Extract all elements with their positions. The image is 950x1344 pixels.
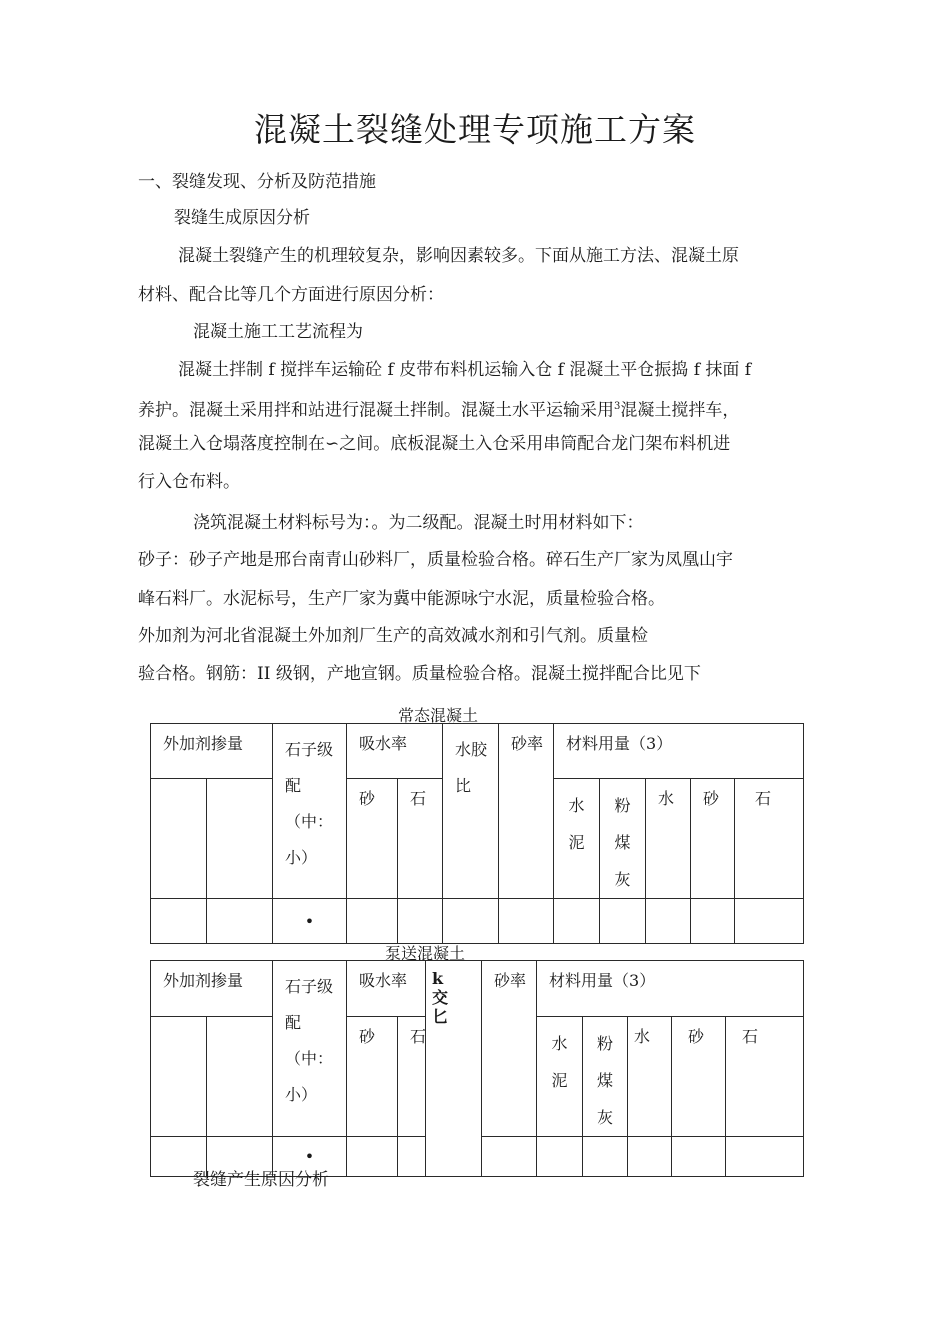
data-cell	[347, 899, 398, 944]
blank-cell	[151, 779, 207, 899]
subheader-sand: 砂	[672, 1017, 726, 1137]
data-cell	[691, 899, 735, 944]
paragraph-line: 砂子：砂子产地是邢台南青山砂料厂，质量检验合格。碎石生产厂家为凤凰山宇	[138, 550, 733, 570]
data-cell	[672, 1137, 726, 1177]
subheader-cement: 水泥	[554, 779, 600, 899]
subheader-sand: 砂	[347, 779, 398, 899]
paragraph-line: 行入仓布料。	[138, 472, 240, 492]
paragraph-line: 验合格。钢筋：II 级钢，产地宣钢。质量检验合格。混凝土搅拌配合比见下	[138, 664, 701, 684]
header-sand-ratio: 砂率	[499, 724, 554, 899]
data-cell	[482, 1137, 537, 1177]
header-additive: 外加剂掺量	[151, 961, 273, 1017]
subheader-flyash: 粉煤灰	[600, 779, 646, 899]
subheading-cause-analysis: 裂缝生成原因分析	[174, 208, 310, 228]
subheader-flyash: 粉煤灰	[583, 1017, 628, 1137]
subheader-stone: 石	[398, 779, 443, 899]
subheader-water: 水	[646, 779, 691, 899]
header-additive: 外加剂掺量	[151, 724, 273, 779]
header-sand-ratio: 砂率	[482, 961, 537, 1137]
data-cell	[628, 1137, 672, 1177]
data-cell	[600, 899, 646, 944]
paragraph-line: 外加剂为河北省混凝土外加剂厂生产的高效减水剂和引气剂。质量检	[138, 626, 648, 646]
header-gradation: 石子级配（中：小）	[273, 724, 347, 899]
paragraph-line: 混凝土裂缝产生的机理较复杂，影响因素较多。下面从施工方法、混凝土原	[178, 246, 739, 266]
header-wc-ratio: k交匕	[426, 961, 482, 1177]
mix-table-normal	[150, 723, 804, 944]
paragraph-line: 养护。混凝土采用拌和站进行混凝土拌制。混凝土水平运输采用$^3$混凝土搅拌车，	[138, 400, 740, 421]
header-absorption: 吸水率	[347, 724, 443, 779]
subheading-process-flow: 混凝土施工工艺流程为	[193, 322, 363, 342]
data-cell	[151, 899, 207, 944]
subheader-water: 水	[628, 1017, 672, 1137]
data-cell	[554, 899, 600, 944]
data-cell	[207, 899, 273, 944]
header-absorption: 吸水率	[347, 961, 426, 1017]
header-materials: 材料用量（3）	[554, 724, 804, 779]
data-cell	[398, 1137, 426, 1177]
subheader-stone: 石	[398, 1017, 426, 1137]
subheader-sand: 砂	[347, 1017, 398, 1137]
section-heading: 一、裂缝发现、分析及防范措施	[138, 172, 376, 192]
data-cell	[499, 899, 554, 944]
header-gradation: 石子级配（中：小）	[273, 961, 347, 1137]
data-cell	[443, 899, 499, 944]
header-wc-ratio: 水胶比	[443, 724, 499, 899]
blank-cell	[207, 1017, 273, 1137]
table-caption: 常态混凝土	[398, 706, 479, 725]
mix-table-pumped	[150, 960, 804, 1177]
header-materials: 材料用量（3）	[537, 961, 804, 1017]
paragraph-line: 混凝土入仓塌落度控制在∽之间。底板混凝土入仓采用串筒配合龙门架布料机进	[138, 434, 731, 454]
data-cell	[583, 1137, 628, 1177]
paragraph-line: 材料、配合比等几个方面进行原因分析：	[138, 285, 444, 305]
row-bullet: •	[273, 899, 347, 944]
data-cell	[537, 1137, 583, 1177]
subheader-stone: 石	[735, 779, 804, 899]
subheader-cement: 水泥	[537, 1017, 583, 1137]
data-cell	[398, 899, 443, 944]
data-cell	[646, 899, 691, 944]
subheader-sand: 砂	[691, 779, 735, 899]
subheading-crack-causes: 裂缝产生原因分析	[193, 1170, 329, 1190]
blank-cell	[207, 779, 273, 899]
paragraph-line: 峰石料厂。水泥标号，生产厂家为冀中能源咏宁水泥，质量检验合格。	[138, 589, 665, 609]
data-cell	[735, 899, 804, 944]
subheader-stone: 石	[726, 1017, 804, 1137]
document-title: 混凝土裂缝处理专项施工方案	[254, 110, 696, 149]
data-cell	[347, 1137, 398, 1177]
data-cell	[726, 1137, 804, 1177]
table-caption: 泵送混凝土	[385, 944, 466, 963]
paragraph-line: 混凝土拌制 f 搅拌车运输砼 f 皮带布料机运输入仓 f 混凝土平仓振捣 f 抹面 f	[178, 360, 752, 380]
blank-cell	[151, 1017, 207, 1137]
paragraph-line: 浇筑混凝土材料标号为：。为二级配。混凝土时用材料如下：	[193, 513, 644, 533]
row-bullet: •	[273, 1137, 347, 1177]
